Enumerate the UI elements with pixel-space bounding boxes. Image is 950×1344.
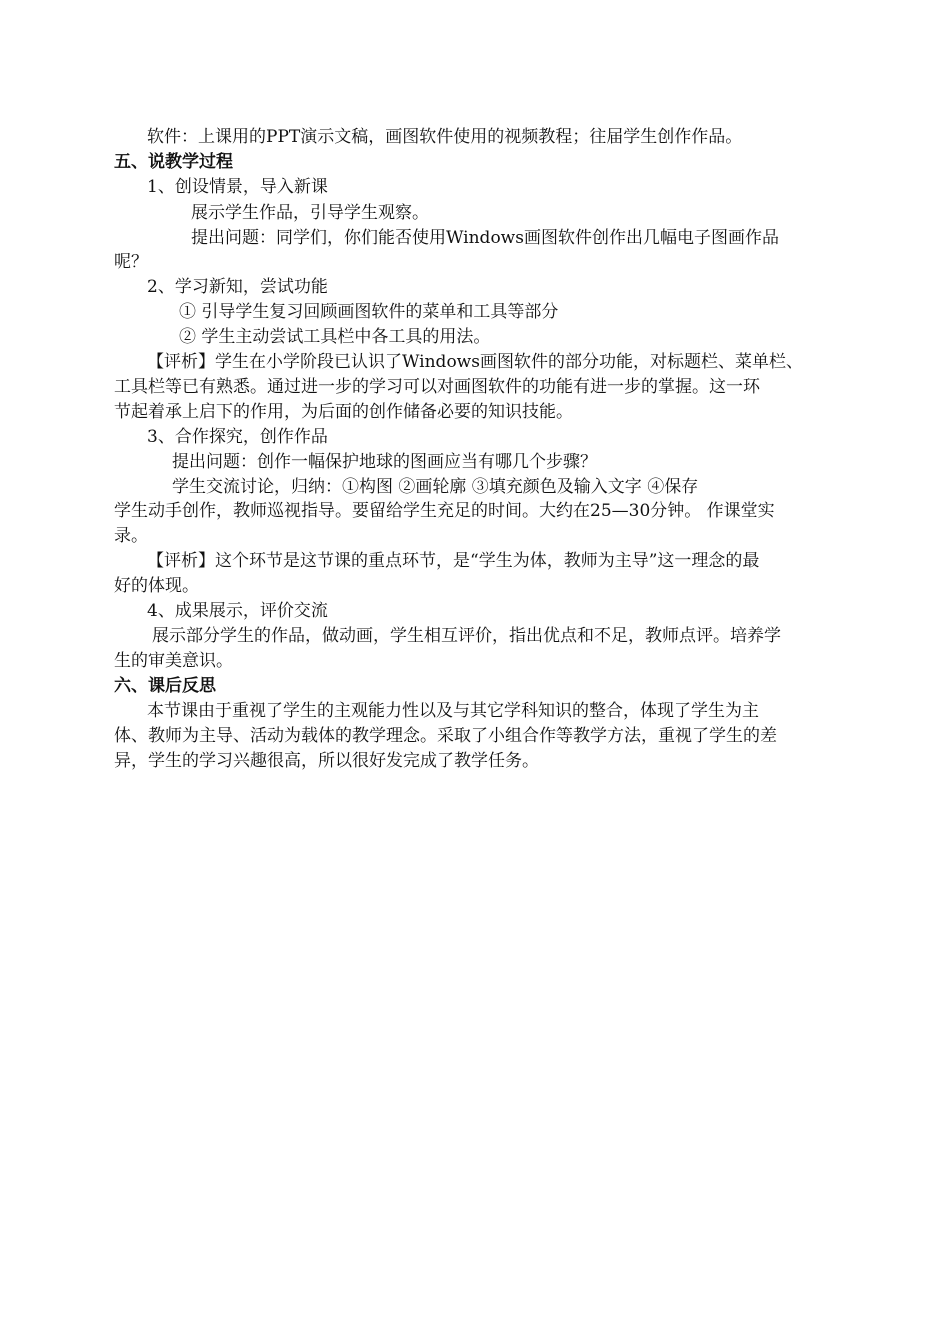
step4-text: 展示部分学生的作品，做动画，学生相互评价，指出优点和不足，教师点评。培养学: [152, 626, 781, 646]
step4-text-cont: 生的审美意识。: [114, 651, 233, 671]
step1-title: 1、创设情景，导入新课: [147, 177, 328, 197]
step3-title: 3、合作探究，创作作品: [147, 427, 328, 447]
step3-analysis: 【评析】这个环节是这节课的重点环节，是“学生为体，教师为主导”这一理念的最: [147, 551, 760, 571]
step2-item-2: ② 学生主动尝试工具栏中各工具的用法。: [179, 327, 491, 347]
step2-analysis-cont-2: 节起着承上启下的作用，为后面的创作储备必要的知识技能。: [114, 402, 573, 422]
section-heading-reflection: 六、课后反思: [114, 676, 216, 696]
step2-analysis: 【评析】学生在小学阶段已认识了Windows画图软件的部分功能，对标题栏、菜单栏、: [147, 352, 803, 372]
step3-practice-cont: 录。: [114, 526, 148, 546]
step1-text: 展示学生作品，引导学生观察。: [191, 203, 429, 223]
step4-title: 4、成果展示，评价交流: [147, 601, 328, 621]
step2-item-1: ① 引导学生复习回顾画图软件的菜单和工具等部分: [179, 302, 559, 322]
step3-practice: 学生动手创作，教师巡视指导。要留给学生充足的时间。大约在25—30分钟。 作课堂实: [114, 501, 775, 521]
step1-question-cont: 呢？: [114, 252, 148, 272]
reflection-text-cont-2: 异，学生的学习兴趣很高，所以很好发完成了教学任务。: [114, 751, 539, 771]
step1-question: 提出问题：同学们，你们能否使用Windows画图软件创作出几幅电子图画作品: [191, 228, 779, 248]
step3-summary: 学生交流讨论，归纳：①构图 ②画轮廓 ③填充颜色及输入文字 ④保存: [172, 477, 699, 497]
reflection-text-cont-1: 体、教师为主导、活动为载体的教学理念。采取了小组合作等教学方法，重视了学生的差: [114, 726, 777, 746]
step3-question: 提出问题：创作一幅保护地球的图画应当有哪几个步骤？: [172, 452, 597, 472]
software-line: 软件：上课用的PPT演示文稿，画图软件使用的视频教程；往届学生创作作品。: [147, 127, 743, 147]
step2-title: 2、学习新知，尝试功能: [147, 277, 328, 297]
reflection-text: 本节课由于重视了学生的主观能力性以及与其它学科知识的整合，体现了学生为主: [147, 701, 759, 721]
step2-analysis-cont-1: 工具栏等已有熟悉。通过进一步的学习可以对画图软件的功能有进一步的掌握。这一环: [114, 377, 760, 397]
step3-analysis-cont: 好的体现。: [114, 576, 199, 596]
section-heading-process: 五、说教学过程: [114, 152, 233, 172]
